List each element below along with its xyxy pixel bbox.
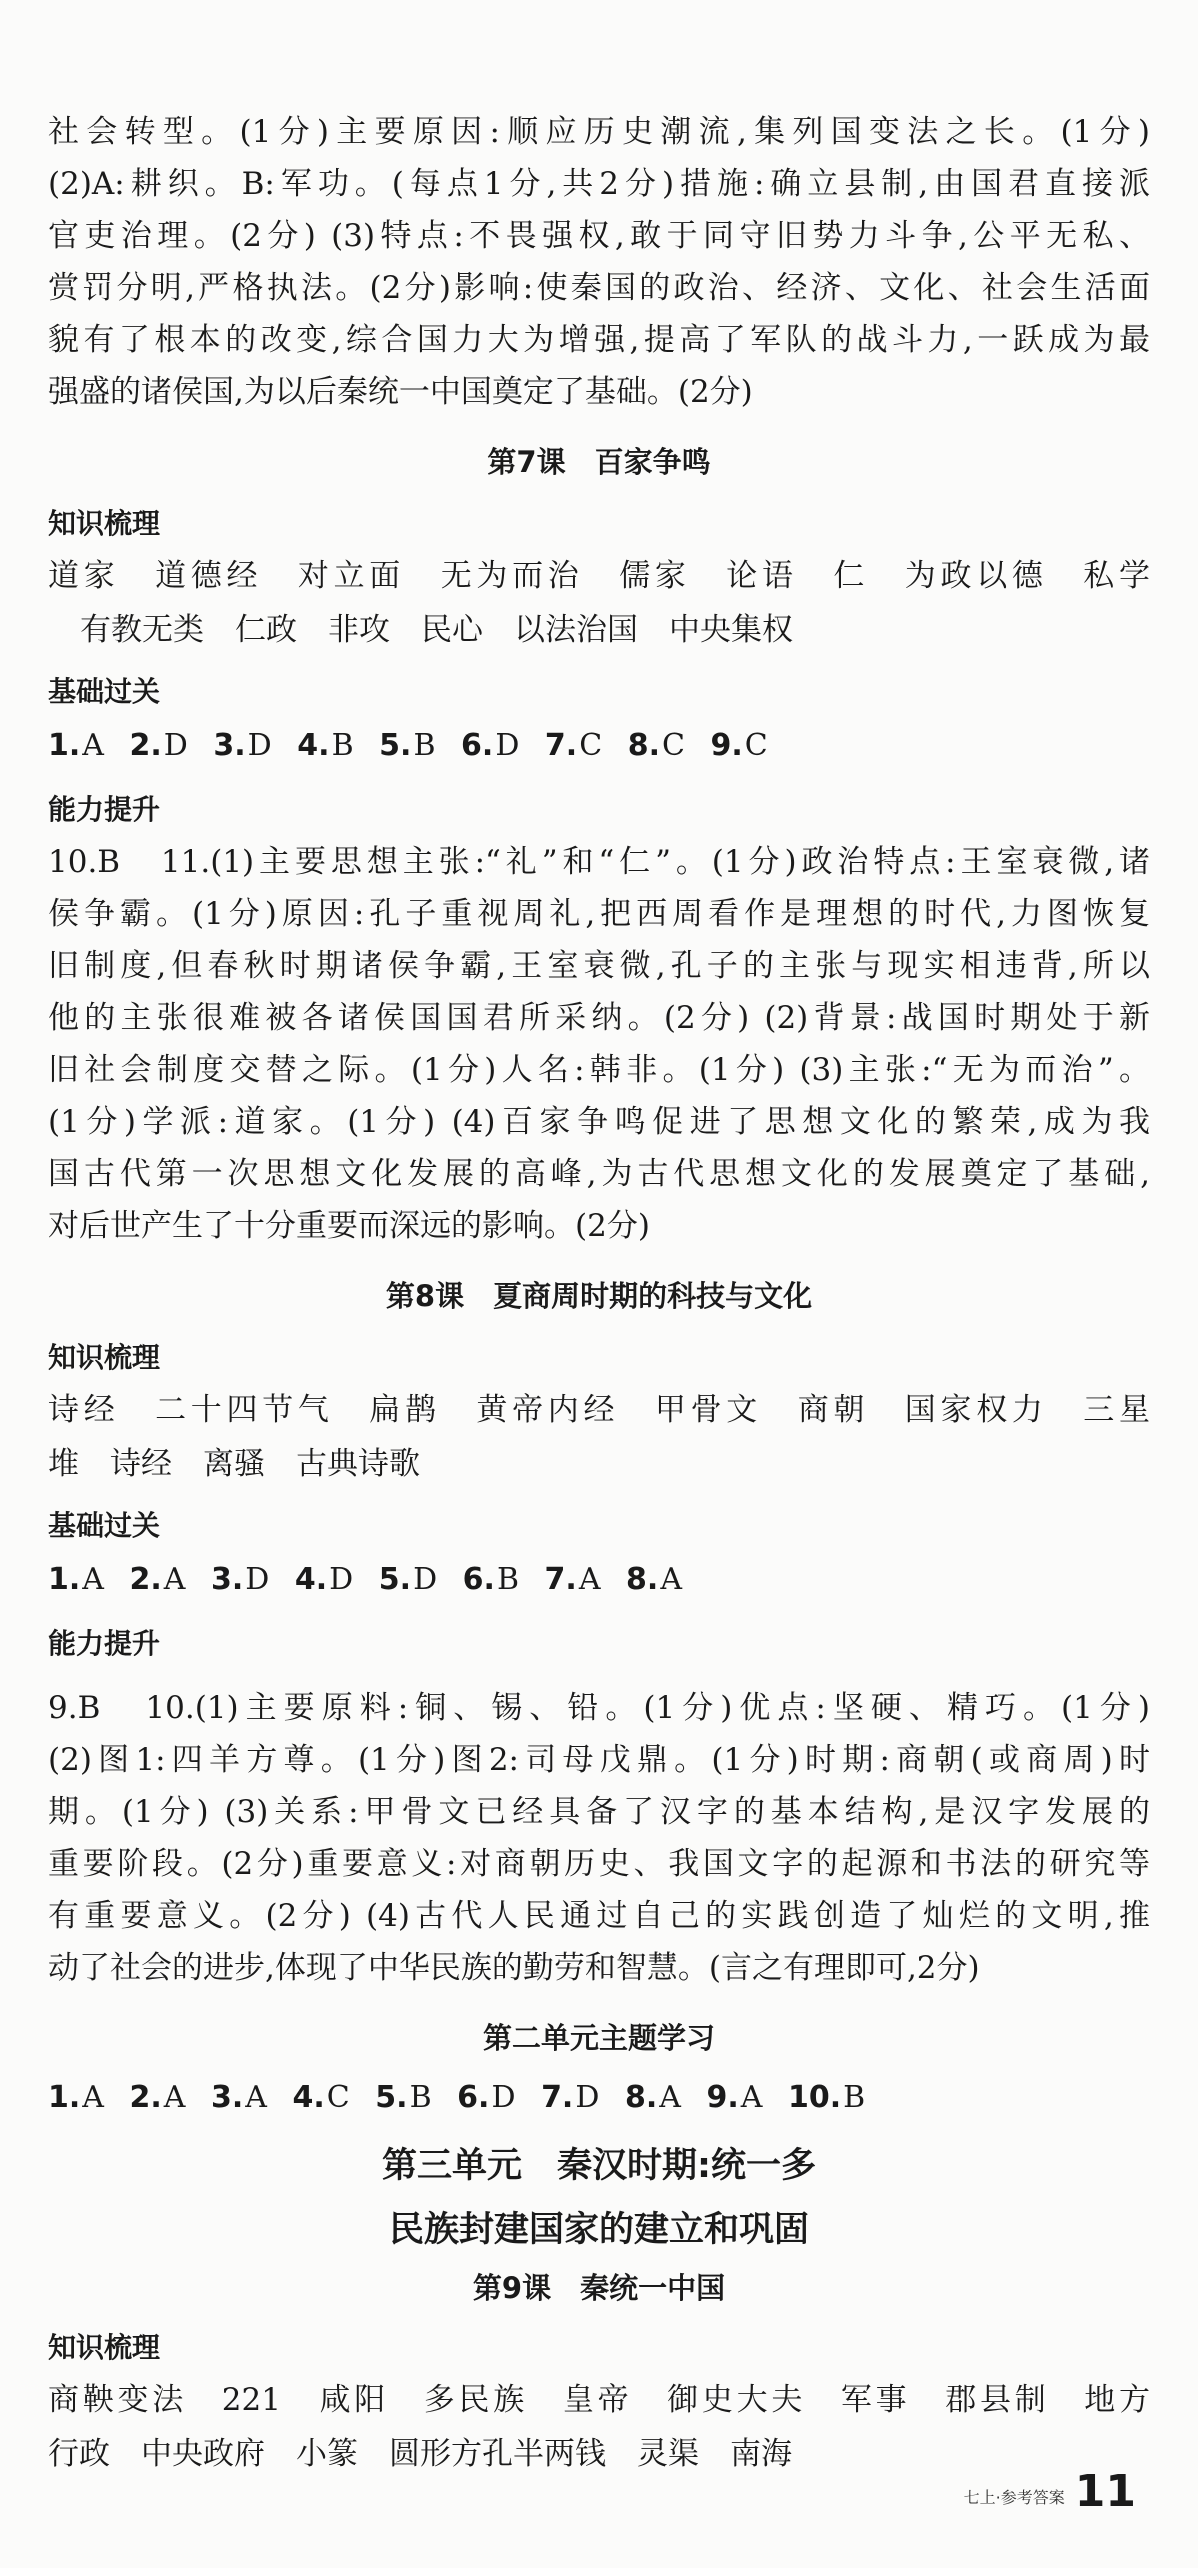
answer-item: 4.D (294, 1562, 354, 1597)
answer-item: 8.A (624, 2080, 681, 2115)
answer-line: 期。(1分) (3)关系:甲骨文已经具备了汉字的基本结构,是汉字发展的 (48, 1794, 1150, 1830)
para-line: 赏罚分明,严格执法。(2分)影响:使秦国的政治、经济、文化、社会生活面 (48, 270, 1150, 306)
section-heading-basic: 基础过关 (48, 1509, 161, 1542)
answer-row (48, 2078, 1150, 2118)
knowledge-line: 商鞅变法 221 咸阳 多民族 皇帝 御史大夫 军事 郡县制 地方 (48, 2382, 1150, 2418)
answer-item: 5.D (378, 1562, 438, 1597)
knowledge-line: 行政 中央政府 小篆 圆形方孔半两钱 灵渠 南海 (48, 2436, 792, 2472)
answer-line: 侯争霸。(1分)原因:孔子重视周礼,把西周看作是理想的时代,力图恢复 (48, 896, 1150, 932)
answer-line: 有重要意义。(2分) (4)古代人民通过自己的实践创造了灿烂的文明,推 (48, 1898, 1150, 1934)
answer-item: 4.C (292, 2080, 350, 2115)
answer-item: 4.B (297, 728, 354, 763)
section-heading-knowledge: 知识梳理 (48, 507, 161, 540)
answer-row (48, 1560, 1150, 1600)
unit-2-theme-title: 第二单元主题学习 (482, 2021, 715, 2055)
unit-3-subtitle: 民族封建国家的建立和巩固 (388, 2210, 809, 2250)
unit-3-title: 第三单元 秦汉时期:统一多 (382, 2146, 816, 2186)
lesson-9-title: 第9课 秦统一中国 (472, 2271, 726, 2305)
answer-line: 旧社会制度交替之际。(1分)人名:韩非。(1分) (3)主张:“无为而治”。 (48, 1052, 1150, 1088)
answer-item: 7.A (544, 1562, 601, 1597)
para-line: 官吏治理。(2分) (3)特点:不畏强权,敢于同守旧势力斗争,公平无私、 (48, 218, 1150, 254)
section-heading-advanced: 能力提升 (48, 1627, 161, 1660)
page-number: 11 (1074, 2466, 1136, 2517)
knowledge-line: 堆 诗经 离骚 古典诗歌 (48, 1446, 420, 1482)
answer-item: 2.A (129, 1562, 186, 1597)
answer-line: 他的主张很难被各诸侯国国君所采纳。(2分) (2)背景:战国时期处于新 (48, 1000, 1150, 1036)
answer-line: 旧制度,但春秋时期诸侯争霸,王室衰微,孔子的主张与现实相违背,所以 (48, 948, 1150, 984)
answer-item: 10.B (787, 2080, 866, 2115)
answer-item: 2.D (129, 728, 188, 763)
answer-line: (2)图1:四羊方尊。(1分)图2:司母戊鼎。(1分)时期:商朝(或商周)时 (48, 1742, 1150, 1778)
answer-line: 重要阶段。(2分)重要意义:对商朝历史、我国文字的起源和书法的研究等 (48, 1846, 1150, 1882)
answer-item: 6.D (461, 728, 520, 763)
answer-item: 6.D (457, 2080, 516, 2115)
answer-item: 1.A (48, 728, 104, 763)
answer-line: 动了社会的进步,体现了中华民族的勤劳和智慧。(言之有理即可,2分) (48, 1950, 980, 1986)
answer-line: 9.B 10.(1)主要原料:铜、锡、铅。(1分)优点:坚硬、精巧。(1分) (48, 1690, 1150, 1726)
answer-item: 1.A (48, 1562, 104, 1597)
para-line: 强盛的诸侯国,为以后秦统一中国奠定了基础。(2分) (48, 374, 753, 410)
answer-item: 7.C (544, 728, 603, 763)
para-line: (2)A:耕织。B:军功。(每点1分,共2分)措施:确立县制,由国君直接派 (48, 166, 1150, 202)
answer-item: 9.C (710, 728, 768, 763)
section-heading-advanced: 能力提升 (48, 793, 161, 826)
answer-item: 1.A (48, 2080, 104, 2115)
knowledge-line: 有教无类 仁政 非攻 民心 以法治国 中央集权 (80, 612, 793, 648)
page-footer (963, 2466, 1136, 2517)
section-heading-knowledge: 知识梳理 (48, 1341, 161, 1374)
para-line: 貌有了根本的改变,综合国力大为增强,提高了军队的战斗力,一跃成为最 (48, 322, 1150, 358)
answer-item: 5.B (375, 2080, 432, 2115)
lesson-7-title: 第7课 百家争鸣 (487, 445, 711, 479)
answer-row (48, 726, 1150, 766)
answer-line: 国古代第一次思想文化发展的高峰,为古代思想文化的发展奠定了基础, (48, 1156, 1150, 1192)
answer-line: 对后世产生了十分重要而深远的影响。(2分) (48, 1208, 650, 1244)
answer-item: 5.B (379, 728, 436, 763)
knowledge-line: 诗经 二十四节气 扁鹊 黄帝内经 甲骨文 商朝 国家权力 三星 (48, 1392, 1150, 1428)
answer-item: 8.C (627, 728, 685, 763)
answer-line: (1分)学派:道家。(1分) (4)百家争鸣促进了思想文化的繁荣,成为我 (48, 1104, 1150, 1140)
knowledge-line: 道家 道德经 对立面 无为而治 儒家 论语 仁 为政以德 私学 (48, 558, 1150, 594)
footer-label: 七上·参考答案 (963, 2488, 1065, 2507)
answer-item: 9.A (706, 2080, 763, 2115)
answer-item: 8.A (626, 1562, 682, 1597)
answer-item: 7.D (541, 2080, 600, 2115)
answer-item: 3.D (213, 728, 272, 763)
answer-line: 10.B 11.(1)主要思想主张:“礼”和“仁”。(1分)政治特点:王室衰微,诸 (48, 844, 1150, 880)
answer-item: 2.A (129, 2080, 186, 2115)
section-heading-basic: 基础过关 (48, 675, 161, 708)
lesson-8-title: 第8课 夏商周时期的科技与文化 (385, 1279, 813, 1313)
answer-item: 3.D (211, 1562, 270, 1597)
answer-item: 6.B (462, 1562, 519, 1597)
section-heading-knowledge: 知识梳理 (48, 2331, 161, 2364)
answer-item: 3.A (211, 2080, 267, 2115)
para-line: 社会转型。(1分)主要原因:顺应历史潮流,集列国变法之长。(1分) (48, 114, 1150, 150)
